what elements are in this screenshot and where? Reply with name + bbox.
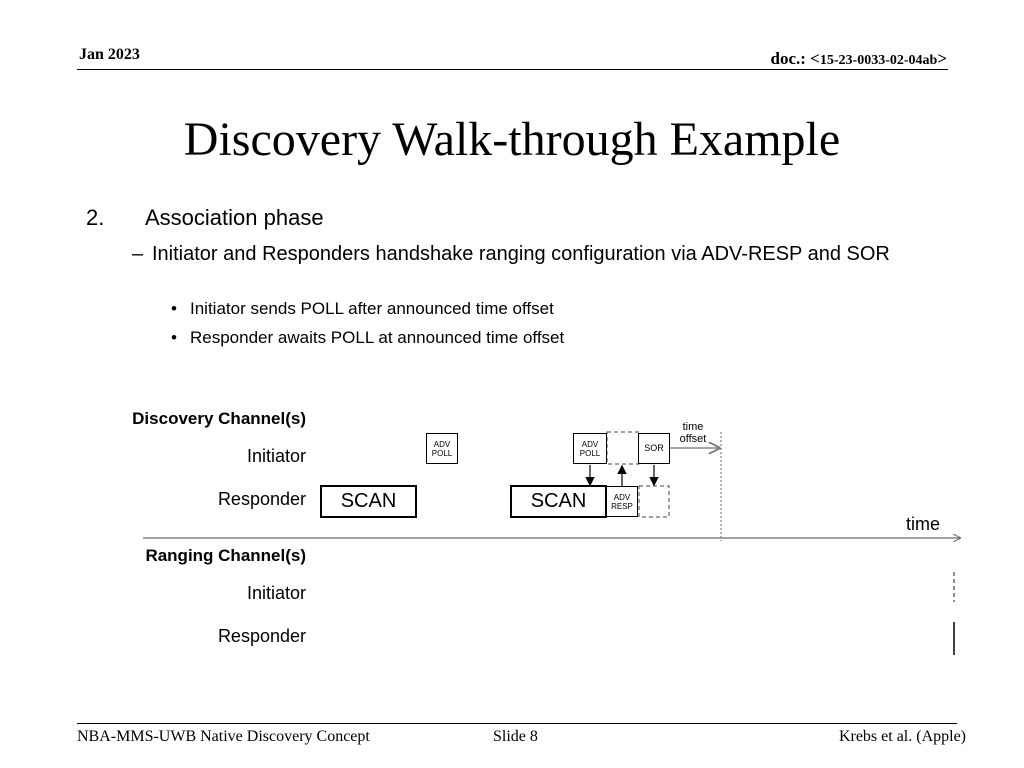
- time-offset-label: [672, 421, 714, 445]
- ranging-initiator-label: Initiator: [246, 583, 306, 603]
- adv-resp-line2: RESP: [611, 502, 633, 511]
- footer-left: NBA-MMS-UWB Native Discovery Concept: [77, 728, 370, 745]
- scan-box-second: SCAN: [510, 485, 607, 518]
- time-axis-label: time: [906, 514, 941, 534]
- header-date: Jan 2023: [79, 46, 140, 63]
- time-offset-line1: time: [682, 421, 704, 433]
- bullet-glyph: •: [171, 299, 177, 318]
- adv-resp-box: [606, 486, 638, 517]
- ranging-channel-heading: Ranging Channel(s): [145, 546, 306, 565]
- adv-poll-box-first: [426, 433, 458, 464]
- scan-window-dashed-lower: [639, 486, 669, 517]
- bullet-glyph: •: [171, 328, 177, 347]
- level3-text: Initiator sends POLL after announced time offset: [190, 299, 554, 318]
- level2-text: Initiator and Responders handshake ranging configuration via ADV-RESP and SOR: [152, 243, 890, 265]
- level2-dash: –: [132, 243, 144, 265]
- level3-text: Responder awaits POLL at announced time offset: [190, 328, 565, 347]
- adv-poll-line2: POLL: [431, 449, 453, 458]
- level1-text: Association phase: [145, 205, 324, 230]
- doc-prefix: doc.: <: [770, 49, 820, 68]
- discovery-responder-label: Responder: [217, 489, 306, 509]
- adv-poll-line1: ADV: [581, 440, 599, 449]
- discovery-channel-heading: Discovery Channel(s): [132, 409, 306, 428]
- ranging-responder-label: Responder: [217, 626, 306, 646]
- adv-poll-box-second: [573, 433, 607, 464]
- doc-number: 15-23-0033-02-04ab: [819, 53, 938, 68]
- scan-window-dashed-upper: [607, 432, 639, 464]
- discovery-initiator-label: Initiator: [246, 446, 306, 466]
- footer-slide-number: Slide 8: [493, 728, 538, 745]
- adv-resp-line1: ADV: [613, 493, 631, 502]
- footer-rule: [77, 723, 957, 724]
- level1-number: 2.: [86, 205, 105, 230]
- sor-box: SOR: [638, 433, 670, 464]
- time-offset-line2: offset: [679, 433, 707, 445]
- scan-box-first: SCAN: [320, 485, 417, 518]
- doc-suffix: >: [937, 49, 947, 68]
- slide-title: Discovery Walk-through Example: [183, 113, 841, 166]
- adv-poll-line1: ADV: [433, 440, 451, 449]
- footer-right: Krebs et al. (Apple): [838, 728, 966, 745]
- adv-poll-line2: POLL: [579, 449, 601, 458]
